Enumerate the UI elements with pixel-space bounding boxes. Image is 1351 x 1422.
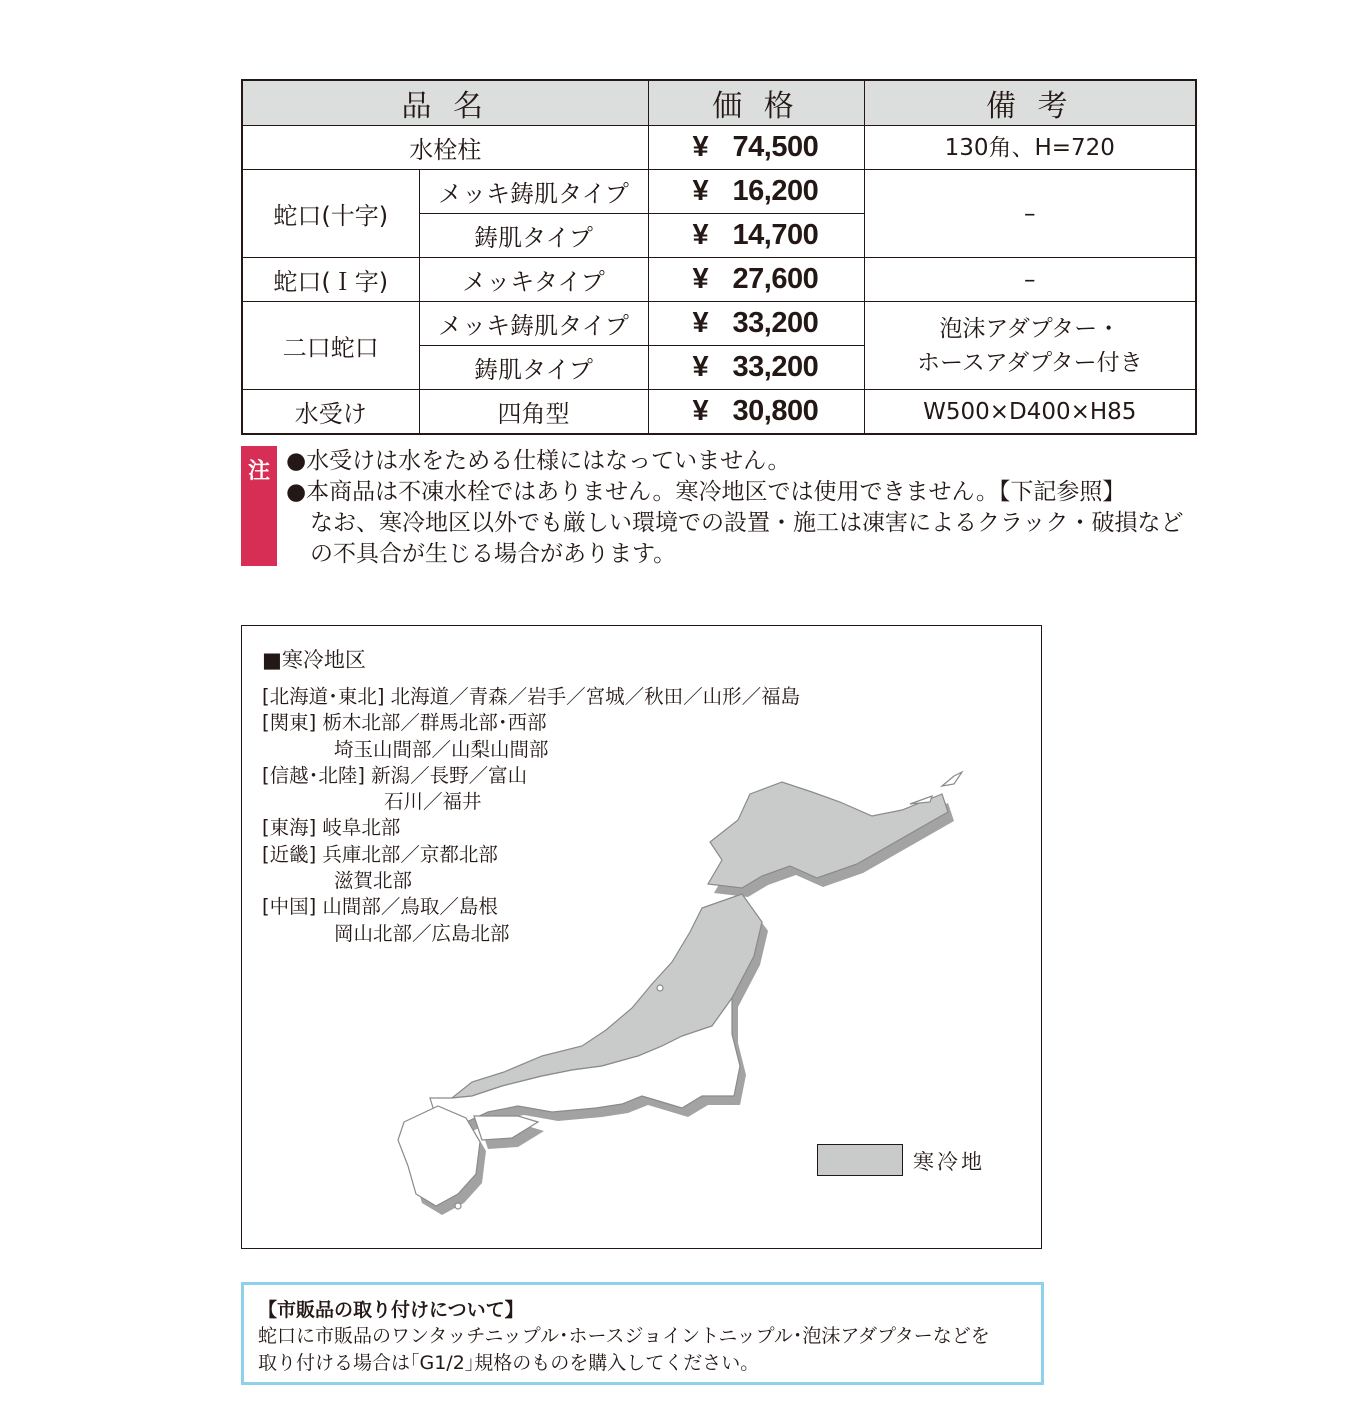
header-product-name: 品 名 xyxy=(242,80,648,126)
yen-sign: ¥ xyxy=(692,131,709,163)
price-cell xyxy=(648,302,864,346)
remarks-line: ホースアダプター付き xyxy=(916,349,1143,376)
price-cell xyxy=(648,126,864,170)
caution-tag-label: 注 xyxy=(247,459,270,484)
product-group: 二口蛇口 xyxy=(242,302,419,390)
caution-line: ●水受けは水をためる仕様にはなっていません。 xyxy=(286,448,791,474)
price-value: 33,200 xyxy=(732,351,819,383)
remarks-cell: W500×D400×H85 xyxy=(864,390,1196,435)
caution-line: の不具合が生じる場合があります。 xyxy=(310,541,677,567)
cold-region-title: ■寒冷地区 xyxy=(262,648,366,672)
remarks-line: 泡沫アダプター・ xyxy=(939,315,1121,342)
okinawa-island xyxy=(455,1203,461,1209)
cold-region-line: [関東] 栃木北部／群馬北部･西部 xyxy=(262,711,547,735)
table-row xyxy=(242,302,1196,346)
header-price: 価 格 xyxy=(648,80,864,126)
commercial-products-line: 取り付ける場合は｢G1/2｣規格のものを購入してください。 xyxy=(258,1352,760,1374)
price-cell xyxy=(648,258,864,302)
price-value: 14,700 xyxy=(732,219,819,251)
cold-region-line: [近畿] 兵庫北部／京都北部 xyxy=(262,842,498,866)
yen-sign: ¥ xyxy=(692,395,709,427)
commercial-products-body xyxy=(258,1323,990,1377)
product-type: 鋳肌タイプ xyxy=(419,214,648,258)
cold-region-box xyxy=(241,625,1042,1249)
table-row xyxy=(242,170,1196,214)
product-type: メッキタイプ xyxy=(419,258,648,302)
product-name: 水栓柱 xyxy=(242,126,648,170)
commercial-products-line: 蛇口に市販品のワンタッチニップル･ホースジョイントニップル･泡沫アダプターなどを xyxy=(258,1325,990,1347)
yen-sign: ¥ xyxy=(692,307,709,339)
cold-region-line: 岡山北部／広島北部 xyxy=(334,921,510,945)
product-type: メッキ鋳肌タイプ xyxy=(419,302,648,346)
price-value: 30,800 xyxy=(732,395,819,427)
legend-swatch xyxy=(817,1144,903,1176)
cold-region-line: [中国] 山間部／鳥取／島根 xyxy=(262,895,498,919)
yen-sign: ¥ xyxy=(692,351,709,383)
price-cell xyxy=(648,346,864,390)
product-type: メッキ鋳肌タイプ xyxy=(419,170,648,214)
product-group: 蛇口(Ｉ字) xyxy=(242,258,419,302)
caution-line: なお、寒冷地区以外でも厳しい環境での設置・施工は凍害によるクラック・破損など xyxy=(310,510,1184,536)
yen-sign: ¥ xyxy=(692,263,709,295)
sado-island xyxy=(657,985,663,991)
price-value: 27,600 xyxy=(732,263,819,295)
product-group: 蛇口(十字) xyxy=(242,170,419,258)
cold-region-line: 石川／福井 xyxy=(384,790,482,814)
price-cell xyxy=(648,170,864,214)
yen-sign: ¥ xyxy=(692,175,709,207)
price-table xyxy=(241,79,1197,435)
caution-line: ●本商品は不凍水栓ではありません。寒冷地区では使用できません。【下記参照】 xyxy=(286,479,1126,505)
table-header-row xyxy=(242,80,1196,126)
remarks-cell xyxy=(864,302,1196,390)
product-group: 水受け xyxy=(242,390,419,435)
caution-notes xyxy=(241,446,1201,566)
table-row xyxy=(242,390,1196,435)
price-value: 16,200 xyxy=(732,175,819,207)
product-type: 鋳肌タイプ xyxy=(419,346,648,390)
caution-tag xyxy=(241,446,277,566)
cold-region-line: [東海] 岐阜北部 xyxy=(262,816,401,840)
product-type: 四角型 xyxy=(419,390,648,435)
cold-region-line: [信越･北陸] 新潟／長野／富山 xyxy=(262,763,528,787)
cold-region-line: 埼玉山間部／山梨山間部 xyxy=(334,737,549,761)
table-row xyxy=(242,126,1196,170)
cold-region-list xyxy=(262,684,800,947)
yen-sign: ¥ xyxy=(692,219,709,251)
commercial-products-title: 【市販品の取り付けについて】 xyxy=(258,1299,524,1321)
price-cell xyxy=(648,214,864,258)
remarks-cell: – xyxy=(864,170,1196,258)
cold-region-line: 滋賀北部 xyxy=(334,869,413,893)
remarks-cell: 130角、H=720 xyxy=(864,126,1196,170)
commercial-products-box xyxy=(241,1282,1044,1385)
header-remarks: 備 考 xyxy=(864,80,1196,126)
legend-label: 寒冷地 xyxy=(913,1150,985,1174)
cold-region-line: [北海道･東北] 北海道／青森／岩手／宮城／秋田／山形／福島 xyxy=(262,685,801,708)
caution-lines xyxy=(286,446,1184,570)
price-value: 74,500 xyxy=(732,131,819,163)
table-row xyxy=(242,258,1196,302)
remarks-cell: – xyxy=(864,258,1196,302)
price-cell xyxy=(648,390,864,435)
price-value: 33,200 xyxy=(732,307,819,339)
